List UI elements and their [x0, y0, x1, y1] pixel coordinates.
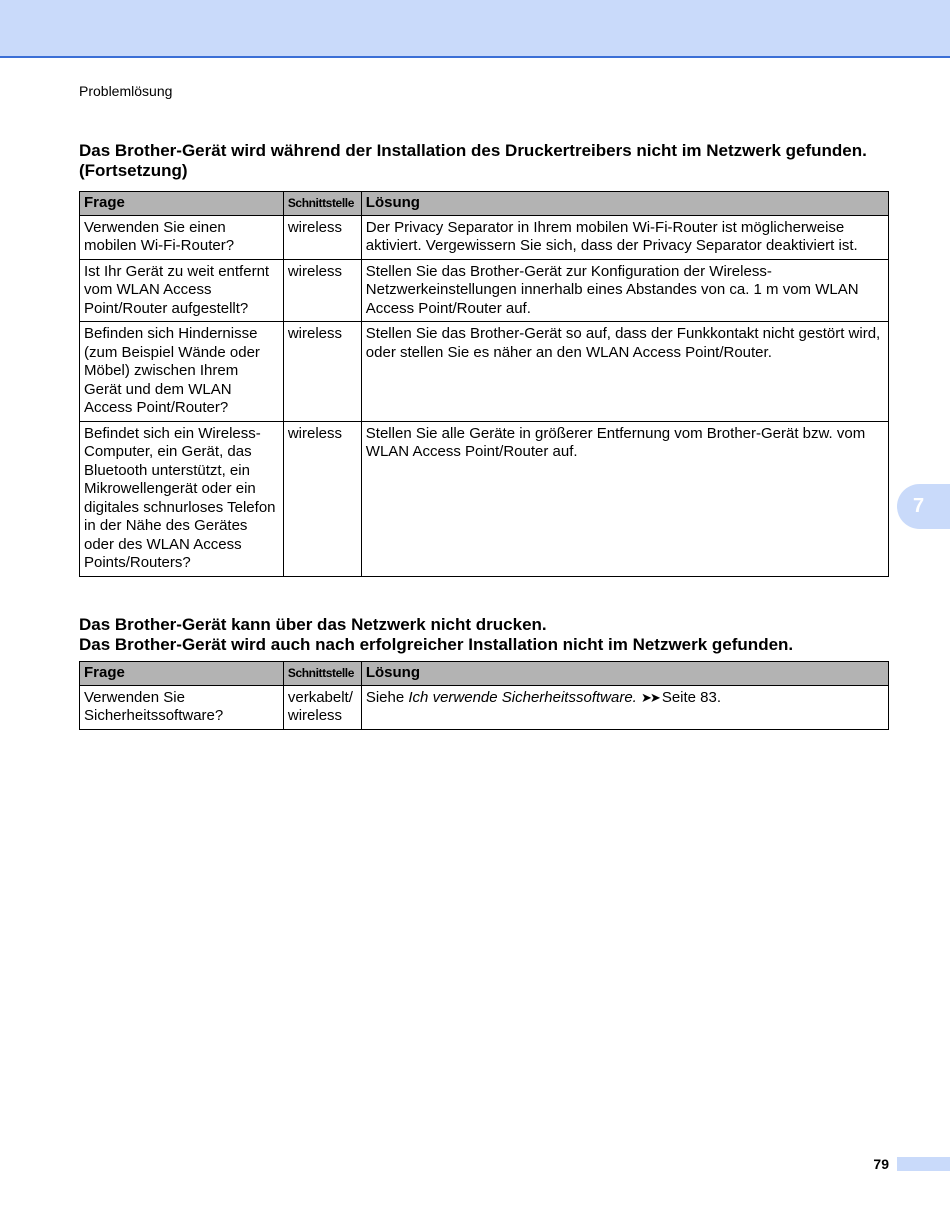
section-heading-installation: Das Brother-Gerät wird während der Installation des Druckertreibers nicht im Netzwerk gefunden. (Fortsetzung) [79, 141, 867, 180]
security-software-link[interactable]: Ich verwende Sicherheitssoftware. [408, 688, 637, 706]
table-row [80, 685, 889, 729]
running-header: Problemlösung [79, 83, 173, 99]
interface-cell [283, 685, 361, 729]
page-reference-link[interactable]: Seite 83. [661, 688, 722, 706]
question-cell: Verwenden Sie Sicherheitssoftware? [80, 685, 284, 729]
troubleshooting-table-network [79, 661, 889, 730]
column-header-solution: Lösung [361, 192, 888, 216]
table-row [80, 259, 889, 322]
chapter-number: 7 [913, 495, 925, 517]
column-header-solution: Lösung [361, 662, 888, 686]
section-heading-network-printing [79, 615, 879, 655]
heading-line-1: Das Brother-Gerät kann über das Netzwerk nicht drucken. [79, 615, 547, 634]
solution-cell: Stellen Sie das Brother-Gerät zur Konfiguration der Wireless-Netzwerkeinstellungen innerhalb eines Abstandes von ca. 1 m vom WLAN Access Point/Router auf. [361, 259, 888, 322]
column-header-interface: Schnittstelle [283, 192, 361, 216]
column-header-question: Frage [80, 192, 284, 216]
double-arrow-icon: ➤➤ [641, 689, 659, 705]
solution-prefix: Siehe [365, 688, 409, 706]
question-cell: Befindet sich ein Wireless-Computer, ein Gerät, das Bluetooth unterstützt, ein Mikrowellengerät oder ein digitales schnurloses Telefon in der Nähe des Gerätes oder des WLAN Access Points/Routers? [80, 421, 284, 576]
heading-line-2: Das Brother-Gerät wird auch nach erfolgreicher Installation nicht im Netzwerk gefunden. [79, 635, 794, 654]
solution-cell: Stellen Sie das Brother-Gerät so auf, dass der Funkkontakt nicht gestört wird, oder stellen Sie es näher an den WLAN Access Point/Router. [361, 322, 888, 422]
question-cell: Ist Ihr Gerät zu weit entfernt vom WLAN Access Point/Router aufgestellt? [80, 259, 284, 322]
column-header-interface: Schnittstelle [283, 662, 361, 686]
solution-cell: Der Privacy Separator in Ihrem mobilen Wi-Fi-Router ist möglicherweise aktiviert. Vergewissern Sie sich, dass der Privacy Separator deaktiviert ist. [361, 215, 888, 259]
table-row [80, 215, 889, 259]
page-number-bar [897, 1157, 950, 1171]
table-row [80, 421, 889, 576]
chapter-tab [897, 484, 950, 529]
top-header-band [0, 0, 950, 58]
interface-cell: wireless [283, 322, 361, 422]
interface-cell: wireless [283, 259, 361, 322]
interface-line-1: verkabelt/ [287, 688, 353, 706]
troubleshooting-table-installation [79, 191, 889, 577]
page-number: 79 [873, 1156, 889, 1172]
interface-cell: wireless [283, 215, 361, 259]
interface-cell: wireless [283, 421, 361, 576]
solution-cell: Stellen Sie alle Geräte in größerer Entfernung vom Brother-Gerät bzw. vom WLAN Access Point/Router auf. [361, 421, 888, 576]
table-header-row [80, 192, 889, 216]
question-cell: Verwenden Sie einen mobilen Wi-Fi-Router? [80, 215, 284, 259]
table-row [80, 322, 889, 422]
interface-line-2: wireless [287, 707, 343, 724]
question-cell: Befinden sich Hindernisse (zum Beispiel Wände oder Möbel) zwischen Ihrem Gerät und dem WLAN Access Point/Router? [80, 322, 284, 422]
column-header-question: Frage [80, 662, 284, 686]
table-header-row [80, 662, 889, 686]
solution-cell [361, 685, 888, 729]
